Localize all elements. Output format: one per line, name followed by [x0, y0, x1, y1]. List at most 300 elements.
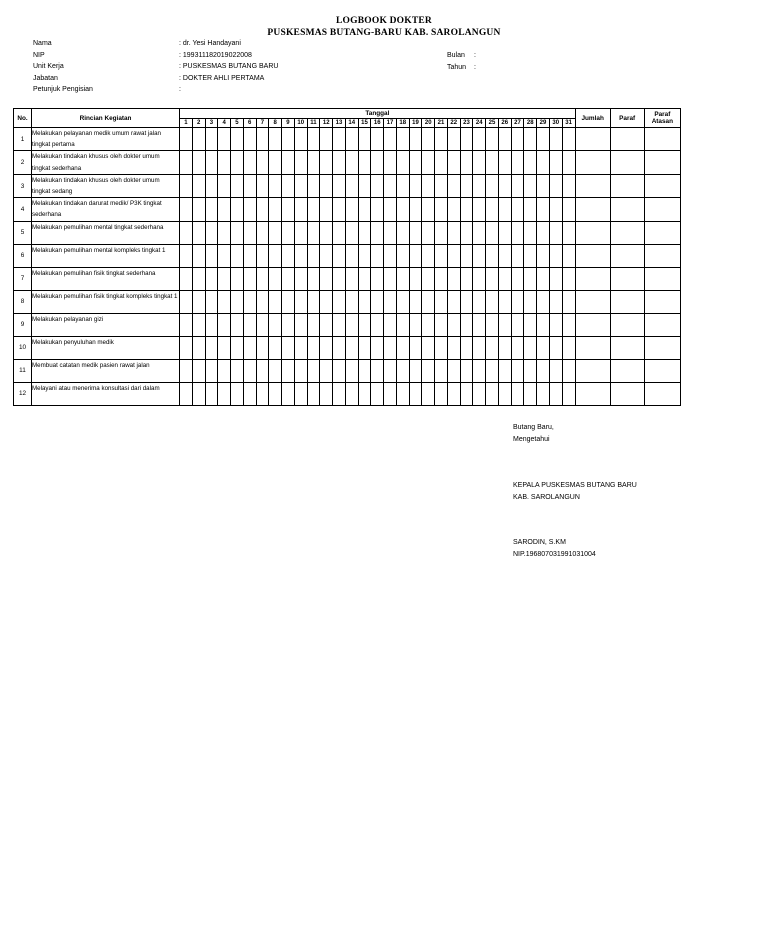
day-cell[interactable]: [294, 290, 307, 313]
day-cell[interactable]: [435, 244, 448, 267]
day-cell[interactable]: [269, 174, 282, 197]
day-cell[interactable]: [409, 221, 422, 244]
day-cell[interactable]: [435, 313, 448, 336]
day-cell[interactable]: [422, 221, 435, 244]
day-cell[interactable]: [384, 151, 397, 174]
jumlah-cell[interactable]: [575, 290, 610, 313]
day-cell[interactable]: [486, 267, 499, 290]
day-cell[interactable]: [205, 151, 218, 174]
day-cell[interactable]: [447, 244, 460, 267]
day-cell[interactable]: [320, 244, 333, 267]
day-cell[interactable]: [460, 290, 473, 313]
paraf-cell[interactable]: [610, 313, 644, 336]
day-cell[interactable]: [256, 244, 269, 267]
day-cell[interactable]: [320, 290, 333, 313]
paraf-atasan-cell[interactable]: [644, 290, 680, 313]
jumlah-cell[interactable]: [575, 336, 610, 359]
day-cell[interactable]: [243, 359, 256, 382]
day-cell[interactable]: [333, 290, 346, 313]
day-cell[interactable]: [562, 267, 575, 290]
day-cell[interactable]: [218, 151, 231, 174]
day-cell[interactable]: [524, 244, 537, 267]
day-cell[interactable]: [205, 313, 218, 336]
day-cell[interactable]: [180, 267, 193, 290]
day-cell[interactable]: [345, 244, 358, 267]
day-cell[interactable]: [192, 198, 205, 221]
day-cell[interactable]: [282, 313, 295, 336]
day-cell[interactable]: [422, 336, 435, 359]
day-cell[interactable]: [307, 128, 320, 151]
day-cell[interactable]: [409, 313, 422, 336]
day-cell[interactable]: [447, 359, 460, 382]
day-cell[interactable]: [498, 198, 511, 221]
day-cell[interactable]: [345, 221, 358, 244]
paraf-cell[interactable]: [610, 174, 644, 197]
day-cell[interactable]: [524, 313, 537, 336]
day-cell[interactable]: [562, 313, 575, 336]
day-cell[interactable]: [180, 198, 193, 221]
day-cell[interactable]: [435, 359, 448, 382]
paraf-atasan-cell[interactable]: [644, 382, 680, 405]
day-cell[interactable]: [231, 128, 244, 151]
day-cell[interactable]: [435, 290, 448, 313]
day-cell[interactable]: [218, 290, 231, 313]
paraf-cell[interactable]: [610, 128, 644, 151]
day-cell[interactable]: [345, 359, 358, 382]
day-cell[interactable]: [294, 128, 307, 151]
day-cell[interactable]: [320, 267, 333, 290]
paraf-atasan-cell[interactable]: [644, 313, 680, 336]
day-cell[interactable]: [218, 359, 231, 382]
day-cell[interactable]: [282, 174, 295, 197]
day-cell[interactable]: [231, 336, 244, 359]
paraf-atasan-cell[interactable]: [644, 336, 680, 359]
day-cell[interactable]: [486, 244, 499, 267]
day-cell[interactable]: [192, 221, 205, 244]
day-cell[interactable]: [549, 244, 562, 267]
day-cell[interactable]: [307, 174, 320, 197]
day-cell[interactable]: [231, 221, 244, 244]
day-cell[interactable]: [231, 267, 244, 290]
day-cell[interactable]: [422, 267, 435, 290]
day-cell[interactable]: [192, 313, 205, 336]
jumlah-cell[interactable]: [575, 359, 610, 382]
day-cell[interactable]: [422, 359, 435, 382]
day-cell[interactable]: [447, 336, 460, 359]
day-cell[interactable]: [524, 382, 537, 405]
day-cell[interactable]: [396, 336, 409, 359]
day-cell[interactable]: [460, 128, 473, 151]
day-cell[interactable]: [460, 244, 473, 267]
day-cell[interactable]: [333, 128, 346, 151]
day-cell[interactable]: [473, 313, 486, 336]
paraf-atasan-cell[interactable]: [644, 244, 680, 267]
day-cell[interactable]: [371, 174, 384, 197]
day-cell[interactable]: [333, 151, 346, 174]
day-cell[interactable]: [282, 151, 295, 174]
day-cell[interactable]: [384, 221, 397, 244]
day-cell[interactable]: [562, 290, 575, 313]
day-cell[interactable]: [231, 313, 244, 336]
day-cell[interactable]: [549, 313, 562, 336]
day-cell[interactable]: [231, 290, 244, 313]
day-cell[interactable]: [231, 359, 244, 382]
day-cell[interactable]: [320, 128, 333, 151]
day-cell[interactable]: [333, 382, 346, 405]
day-cell[interactable]: [256, 313, 269, 336]
day-cell[interactable]: [358, 336, 371, 359]
day-cell[interactable]: [307, 198, 320, 221]
paraf-atasan-cell[interactable]: [644, 174, 680, 197]
day-cell[interactable]: [409, 244, 422, 267]
day-cell[interactable]: [435, 198, 448, 221]
day-cell[interactable]: [180, 128, 193, 151]
day-cell[interactable]: [524, 151, 537, 174]
day-cell[interactable]: [180, 313, 193, 336]
day-cell[interactable]: [511, 267, 524, 290]
day-cell[interactable]: [320, 174, 333, 197]
day-cell[interactable]: [180, 221, 193, 244]
day-cell[interactable]: [460, 174, 473, 197]
day-cell[interactable]: [333, 221, 346, 244]
day-cell[interactable]: [243, 221, 256, 244]
paraf-cell[interactable]: [610, 359, 644, 382]
day-cell[interactable]: [537, 336, 550, 359]
day-cell[interactable]: [358, 198, 371, 221]
day-cell[interactable]: [345, 151, 358, 174]
day-cell[interactable]: [345, 336, 358, 359]
day-cell[interactable]: [358, 382, 371, 405]
day-cell[interactable]: [269, 382, 282, 405]
day-cell[interactable]: [396, 313, 409, 336]
day-cell[interactable]: [447, 290, 460, 313]
day-cell[interactable]: [422, 382, 435, 405]
day-cell[interactable]: [562, 336, 575, 359]
day-cell[interactable]: [205, 174, 218, 197]
day-cell[interactable]: [473, 290, 486, 313]
day-cell[interactable]: [396, 198, 409, 221]
day-cell[interactable]: [218, 174, 231, 197]
day-cell[interactable]: [486, 290, 499, 313]
day-cell[interactable]: [307, 221, 320, 244]
day-cell[interactable]: [511, 174, 524, 197]
day-cell[interactable]: [511, 151, 524, 174]
day-cell[interactable]: [269, 244, 282, 267]
day-cell[interactable]: [371, 290, 384, 313]
day-cell[interactable]: [511, 198, 524, 221]
day-cell[interactable]: [192, 336, 205, 359]
day-cell[interactable]: [473, 336, 486, 359]
day-cell[interactable]: [537, 313, 550, 336]
day-cell[interactable]: [192, 151, 205, 174]
day-cell[interactable]: [307, 290, 320, 313]
day-cell[interactable]: [192, 128, 205, 151]
day-cell[interactable]: [256, 336, 269, 359]
day-cell[interactable]: [511, 359, 524, 382]
day-cell[interactable]: [473, 151, 486, 174]
day-cell[interactable]: [269, 198, 282, 221]
day-cell[interactable]: [333, 313, 346, 336]
day-cell[interactable]: [333, 336, 346, 359]
day-cell[interactable]: [537, 290, 550, 313]
day-cell[interactable]: [180, 174, 193, 197]
day-cell[interactable]: [320, 382, 333, 405]
paraf-atasan-cell[interactable]: [644, 128, 680, 151]
day-cell[interactable]: [282, 359, 295, 382]
day-cell[interactable]: [243, 313, 256, 336]
day-cell[interactable]: [269, 128, 282, 151]
day-cell[interactable]: [524, 359, 537, 382]
day-cell[interactable]: [447, 267, 460, 290]
day-cell[interactable]: [358, 267, 371, 290]
day-cell[interactable]: [549, 198, 562, 221]
day-cell[interactable]: [511, 128, 524, 151]
day-cell[interactable]: [396, 174, 409, 197]
day-cell[interactable]: [282, 290, 295, 313]
day-cell[interactable]: [243, 174, 256, 197]
day-cell[interactable]: [231, 244, 244, 267]
day-cell[interactable]: [447, 221, 460, 244]
day-cell[interactable]: [537, 174, 550, 197]
day-cell[interactable]: [294, 336, 307, 359]
paraf-cell[interactable]: [610, 151, 644, 174]
day-cell[interactable]: [422, 198, 435, 221]
day-cell[interactable]: [422, 244, 435, 267]
day-cell[interactable]: [498, 244, 511, 267]
day-cell[interactable]: [320, 313, 333, 336]
day-cell[interactable]: [218, 313, 231, 336]
day-cell[interactable]: [435, 174, 448, 197]
day-cell[interactable]: [205, 290, 218, 313]
day-cell[interactable]: [409, 174, 422, 197]
day-cell[interactable]: [384, 267, 397, 290]
day-cell[interactable]: [473, 267, 486, 290]
day-cell[interactable]: [460, 267, 473, 290]
day-cell[interactable]: [384, 359, 397, 382]
day-cell[interactable]: [180, 336, 193, 359]
day-cell[interactable]: [435, 151, 448, 174]
day-cell[interactable]: [371, 128, 384, 151]
day-cell[interactable]: [460, 198, 473, 221]
day-cell[interactable]: [320, 198, 333, 221]
day-cell[interactable]: [345, 198, 358, 221]
day-cell[interactable]: [294, 359, 307, 382]
day-cell[interactable]: [218, 128, 231, 151]
day-cell[interactable]: [192, 382, 205, 405]
day-cell[interactable]: [537, 382, 550, 405]
day-cell[interactable]: [180, 290, 193, 313]
day-cell[interactable]: [205, 221, 218, 244]
day-cell[interactable]: [473, 128, 486, 151]
day-cell[interactable]: [409, 267, 422, 290]
day-cell[interactable]: [486, 336, 499, 359]
day-cell[interactable]: [218, 382, 231, 405]
day-cell[interactable]: [486, 174, 499, 197]
day-cell[interactable]: [409, 151, 422, 174]
day-cell[interactable]: [549, 382, 562, 405]
day-cell[interactable]: [320, 151, 333, 174]
day-cell[interactable]: [498, 359, 511, 382]
day-cell[interactable]: [307, 267, 320, 290]
day-cell[interactable]: [192, 174, 205, 197]
day-cell[interactable]: [524, 174, 537, 197]
day-cell[interactable]: [396, 267, 409, 290]
paraf-cell[interactable]: [610, 198, 644, 221]
day-cell[interactable]: [396, 290, 409, 313]
day-cell[interactable]: [256, 290, 269, 313]
day-cell[interactable]: [460, 221, 473, 244]
day-cell[interactable]: [473, 382, 486, 405]
day-cell[interactable]: [294, 244, 307, 267]
day-cell[interactable]: [460, 336, 473, 359]
day-cell[interactable]: [511, 244, 524, 267]
day-cell[interactable]: [243, 128, 256, 151]
day-cell[interactable]: [396, 221, 409, 244]
jumlah-cell[interactable]: [575, 221, 610, 244]
day-cell[interactable]: [345, 267, 358, 290]
day-cell[interactable]: [218, 198, 231, 221]
day-cell[interactable]: [205, 382, 218, 405]
day-cell[interactable]: [511, 290, 524, 313]
day-cell[interactable]: [358, 221, 371, 244]
day-cell[interactable]: [371, 244, 384, 267]
day-cell[interactable]: [498, 128, 511, 151]
paraf-atasan-cell[interactable]: [644, 151, 680, 174]
day-cell[interactable]: [447, 128, 460, 151]
day-cell[interactable]: [524, 128, 537, 151]
day-cell[interactable]: [562, 151, 575, 174]
day-cell[interactable]: [473, 174, 486, 197]
day-cell[interactable]: [549, 290, 562, 313]
day-cell[interactable]: [294, 174, 307, 197]
day-cell[interactable]: [562, 128, 575, 151]
day-cell[interactable]: [537, 267, 550, 290]
day-cell[interactable]: [256, 221, 269, 244]
day-cell[interactable]: [435, 267, 448, 290]
day-cell[interactable]: [422, 151, 435, 174]
day-cell[interactable]: [294, 198, 307, 221]
day-cell[interactable]: [269, 359, 282, 382]
day-cell[interactable]: [562, 174, 575, 197]
day-cell[interactable]: [358, 313, 371, 336]
jumlah-cell[interactable]: [575, 128, 610, 151]
day-cell[interactable]: [498, 221, 511, 244]
day-cell[interactable]: [358, 290, 371, 313]
day-cell[interactable]: [498, 382, 511, 405]
day-cell[interactable]: [486, 313, 499, 336]
day-cell[interactable]: [269, 336, 282, 359]
day-cell[interactable]: [282, 336, 295, 359]
day-cell[interactable]: [333, 359, 346, 382]
day-cell[interactable]: [358, 128, 371, 151]
day-cell[interactable]: [205, 359, 218, 382]
day-cell[interactable]: [358, 151, 371, 174]
day-cell[interactable]: [180, 244, 193, 267]
day-cell[interactable]: [537, 244, 550, 267]
day-cell[interactable]: [333, 198, 346, 221]
day-cell[interactable]: [307, 359, 320, 382]
day-cell[interactable]: [409, 290, 422, 313]
day-cell[interactable]: [243, 244, 256, 267]
paraf-atasan-cell[interactable]: [644, 221, 680, 244]
day-cell[interactable]: [524, 290, 537, 313]
day-cell[interactable]: [256, 198, 269, 221]
day-cell[interactable]: [371, 221, 384, 244]
paraf-cell[interactable]: [610, 290, 644, 313]
day-cell[interactable]: [180, 359, 193, 382]
day-cell[interactable]: [549, 336, 562, 359]
day-cell[interactable]: [486, 221, 499, 244]
paraf-atasan-cell[interactable]: [644, 359, 680, 382]
day-cell[interactable]: [384, 128, 397, 151]
day-cell[interactable]: [486, 198, 499, 221]
paraf-cell[interactable]: [610, 382, 644, 405]
day-cell[interactable]: [460, 151, 473, 174]
day-cell[interactable]: [498, 336, 511, 359]
day-cell[interactable]: [498, 151, 511, 174]
day-cell[interactable]: [409, 359, 422, 382]
day-cell[interactable]: [205, 128, 218, 151]
day-cell[interactable]: [218, 336, 231, 359]
day-cell[interactable]: [549, 267, 562, 290]
day-cell[interactable]: [282, 198, 295, 221]
paraf-atasan-cell[interactable]: [644, 267, 680, 290]
day-cell[interactable]: [205, 198, 218, 221]
day-cell[interactable]: [231, 198, 244, 221]
day-cell[interactable]: [371, 313, 384, 336]
day-cell[interactable]: [243, 198, 256, 221]
day-cell[interactable]: [486, 382, 499, 405]
day-cell[interactable]: [537, 128, 550, 151]
day-cell[interactable]: [294, 221, 307, 244]
day-cell[interactable]: [549, 359, 562, 382]
day-cell[interactable]: [447, 198, 460, 221]
day-cell[interactable]: [218, 221, 231, 244]
day-cell[interactable]: [384, 174, 397, 197]
day-cell[interactable]: [345, 174, 358, 197]
day-cell[interactable]: [396, 244, 409, 267]
jumlah-cell[interactable]: [575, 198, 610, 221]
paraf-cell[interactable]: [610, 244, 644, 267]
day-cell[interactable]: [205, 244, 218, 267]
day-cell[interactable]: [549, 221, 562, 244]
day-cell[interactable]: [205, 336, 218, 359]
day-cell[interactable]: [498, 267, 511, 290]
day-cell[interactable]: [409, 382, 422, 405]
day-cell[interactable]: [524, 198, 537, 221]
day-cell[interactable]: [269, 290, 282, 313]
day-cell[interactable]: [345, 313, 358, 336]
day-cell[interactable]: [218, 267, 231, 290]
day-cell[interactable]: [269, 221, 282, 244]
day-cell[interactable]: [218, 244, 231, 267]
day-cell[interactable]: [447, 151, 460, 174]
day-cell[interactable]: [524, 336, 537, 359]
day-cell[interactable]: [205, 267, 218, 290]
day-cell[interactable]: [511, 313, 524, 336]
day-cell[interactable]: [358, 244, 371, 267]
day-cell[interactable]: [307, 313, 320, 336]
day-cell[interactable]: [371, 151, 384, 174]
day-cell[interactable]: [435, 382, 448, 405]
jumlah-cell[interactable]: [575, 151, 610, 174]
day-cell[interactable]: [524, 221, 537, 244]
day-cell[interactable]: [294, 267, 307, 290]
day-cell[interactable]: [307, 244, 320, 267]
day-cell[interactable]: [180, 151, 193, 174]
day-cell[interactable]: [371, 382, 384, 405]
day-cell[interactable]: [447, 382, 460, 405]
